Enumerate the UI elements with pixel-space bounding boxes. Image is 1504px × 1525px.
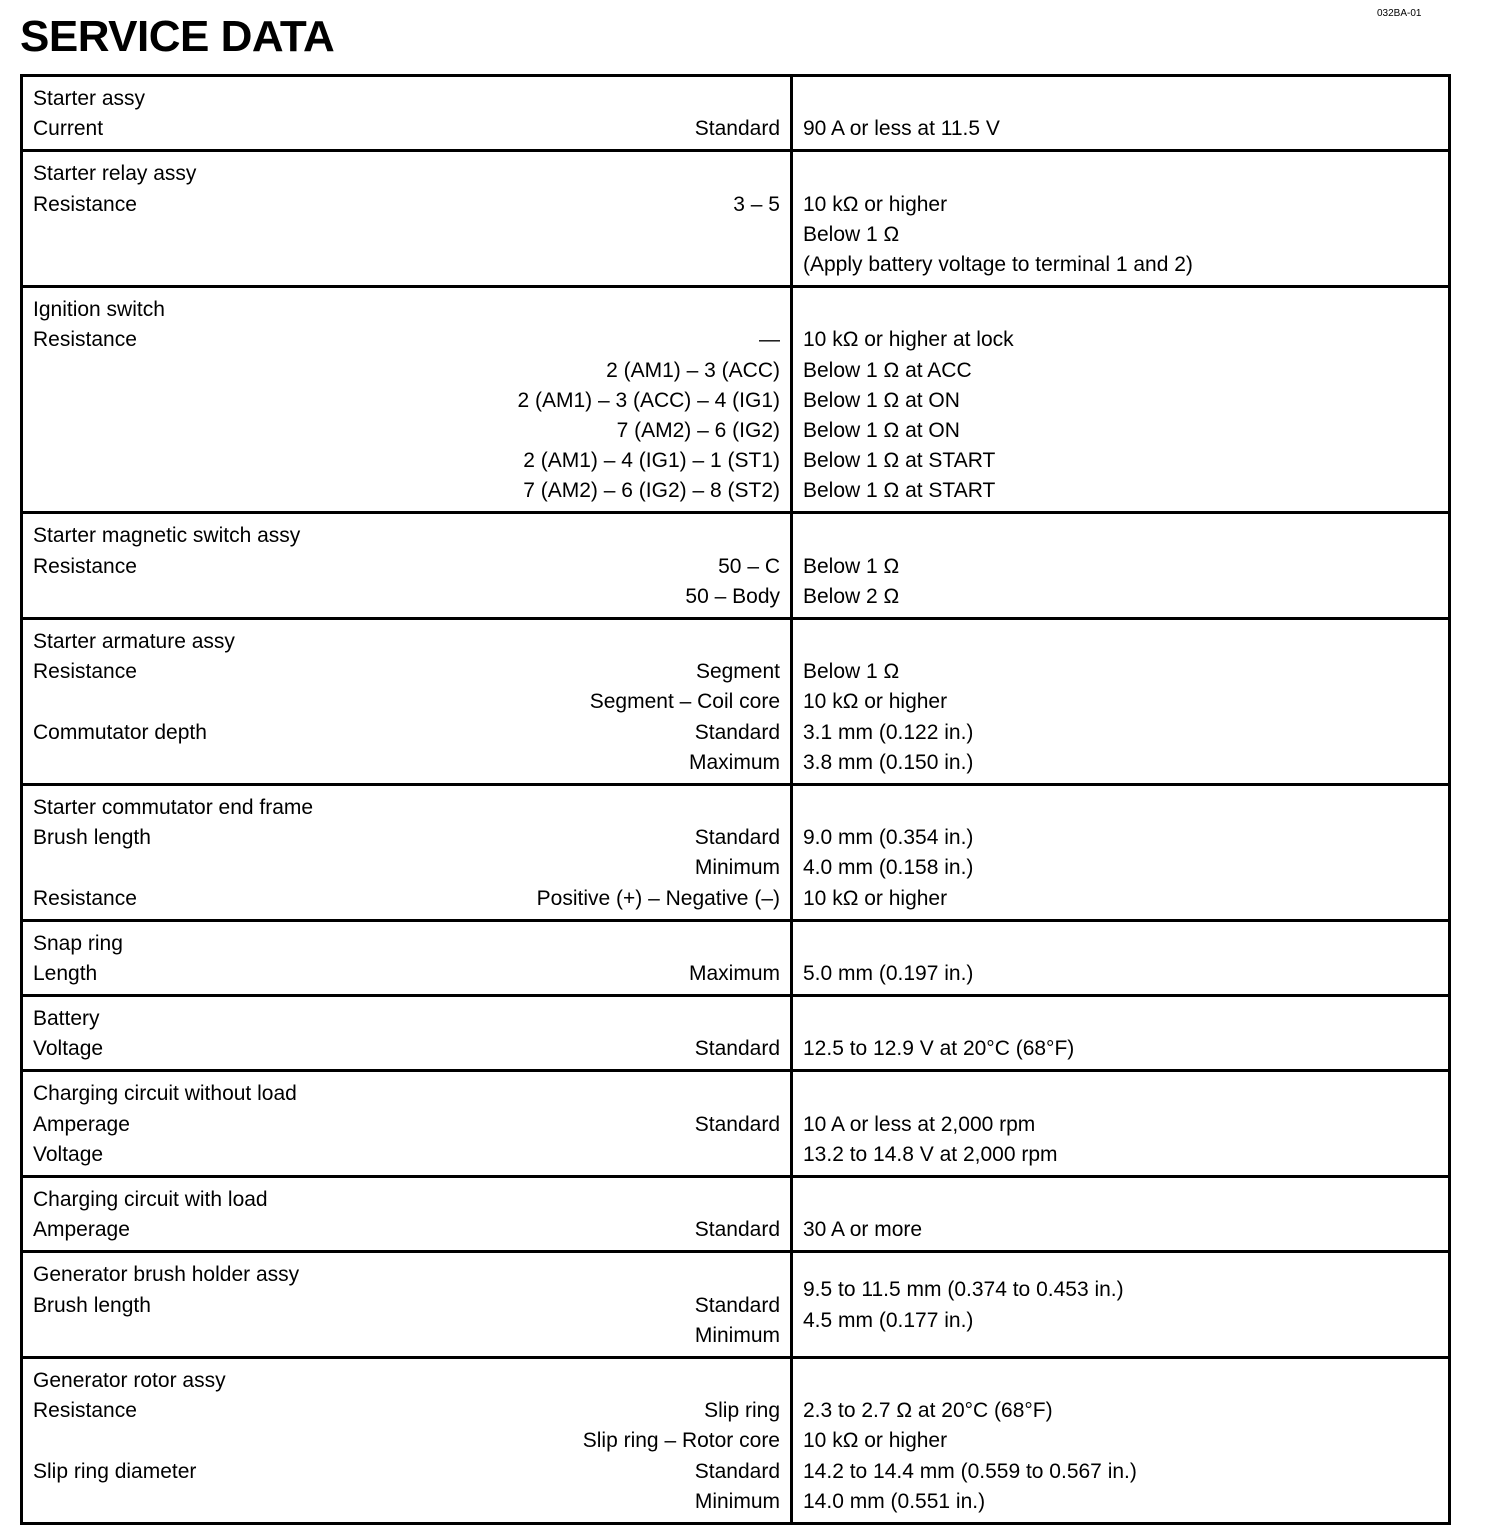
spec-value: (Apply battery voltage to terminal 1 and 2) [803,252,1193,276]
item-label: Length [33,961,98,985]
section-item-cell [22,996,792,1071]
spec-condition: Standard [694,826,780,850]
spec-line [33,1396,780,1426]
spec-line [33,325,780,355]
spec-line [33,190,780,220]
value-spacer [803,929,1438,959]
item-label: Brush length [33,826,151,850]
spec-value: Below 1 Ω at ON [803,418,960,442]
spec-value: 13.2 to 14.8 V at 2,000 rpm [803,1142,1058,1166]
section-value-cell [792,920,1450,995]
spec-condition: 50 – Body [685,584,780,608]
item-label: Resistance [33,192,137,216]
section-value-cell [792,151,1450,287]
section-heading [33,84,780,114]
spec-line [33,718,780,748]
section-value-cell [792,996,1450,1071]
section-value-cell [792,287,1450,513]
value-spacer [803,521,1438,551]
spec-line [33,657,780,687]
spec-condition: 7 (AM2) – 6 (IG2) – 8 (ST2) [523,479,780,503]
page-title: SERVICE DATA [20,12,335,61]
spec-line [33,386,780,416]
spec-value: Below 1 Ω at ACC [803,358,972,382]
spec-line [33,446,780,476]
spec-value: 9.5 to 11.5 mm (0.374 to 0.453 in.) [803,1278,1124,1302]
section-heading [33,1366,780,1396]
value-spacer [803,159,1438,189]
spec-condition: Minimum [694,856,780,880]
spec-value: 10 kΩ or higher at lock [803,328,1014,352]
spec-value: Below 2 Ω [803,584,900,608]
spec-value: 12.5 to 12.9 V at 20°C (68°F) [803,1037,1075,1061]
spec-condition: Positive (+) – Negative (–) [536,886,780,910]
spec-condition: Standard [694,1459,780,1483]
spec-line [33,853,780,883]
section-row [22,1357,1450,1523]
spec-line [33,220,780,250]
spec-value: Below 1 Ω at START [803,479,996,503]
section-heading [33,521,780,551]
spec-line [33,1110,780,1140]
spec-line [33,1034,780,1064]
section-row [22,619,1450,785]
spec-line [33,476,780,506]
section-heading [33,159,780,189]
spec-value: 4.0 mm (0.158 in.) [803,856,974,880]
section-heading [33,627,780,657]
section-row [22,76,1450,151]
spec-value: 10 kΩ or higher [803,690,948,714]
spec-line [33,416,780,446]
section-item-cell [22,76,792,151]
section-item-cell [22,287,792,513]
item-label: Resistance [33,886,137,910]
spec-line [33,748,780,778]
spec-value: Below 1 Ω [803,554,900,578]
item-label: Commutator depth [33,720,207,744]
section-heading [33,295,780,325]
section-item-cell [22,619,792,785]
spec-value: 10 kΩ or higher [803,886,948,910]
section-item-cell [22,1252,792,1358]
section-name: Starter magnetic switch assy [33,524,301,548]
spec-value: 4.5 mm (0.177 in.) [803,1308,974,1332]
spec-condition: Segment – Coil core [589,690,780,714]
spec-condition: 3 – 5 [733,192,780,216]
section-value-cell [792,513,1450,619]
section-name: Generator brush holder assy [33,1263,300,1287]
spec-value: 14.2 to 14.4 mm (0.559 to 0.567 in.) [803,1459,1137,1483]
section-row [22,1252,1450,1358]
spec-line [33,552,780,582]
value-spacer [803,1079,1438,1109]
spec-condition: Standard [694,1218,780,1242]
spec-condition: Slip ring – Rotor core [582,1429,780,1453]
spec-line [33,582,780,612]
spec-line [33,1321,780,1351]
section-name: Starter relay assy [33,162,197,186]
spec-value: 14.0 mm (0.551 in.) [803,1489,986,1513]
spec-value: Below 1 Ω at ON [803,388,960,412]
section-row [22,1071,1450,1177]
spec-value: 3.1 mm (0.122 in.) [803,720,974,744]
spec-line [33,959,780,989]
item-label: Resistance [33,660,137,684]
section-heading [33,929,780,959]
spec-condition: Minimum [694,1489,780,1513]
service-data-table [20,74,1451,1525]
item-label: Resistance [33,554,137,578]
section-heading [33,1079,780,1109]
spec-value: Below 1 Ω [803,660,900,684]
section-value-cell [792,1177,1450,1252]
section-value-cell [792,1357,1450,1523]
item-label: Voltage [33,1037,104,1061]
item-label: Voltage [33,1142,104,1166]
spec-condition: — [759,328,780,352]
section-item-cell [22,1357,792,1523]
spec-line [33,250,780,280]
section-heading [33,1185,780,1215]
spec-condition: 2 (AM1) – 3 (ACC) [606,358,780,382]
section-heading [33,793,780,823]
spec-condition: Segment [695,660,780,684]
value-spacer [803,627,1438,657]
spec-condition: Standard [694,1293,780,1317]
section-row [22,784,1450,920]
section-row [22,513,1450,619]
value-spacer [803,295,1438,325]
spec-line [33,356,780,386]
value-spacer [803,1185,1438,1215]
spec-value: 10 A or less at 2,000 rpm [803,1112,1036,1136]
spec-line [33,884,780,914]
spec-line [33,1457,780,1487]
spec-line [33,823,780,853]
spec-line [33,687,780,717]
spec-value: 9.0 mm (0.354 in.) [803,826,974,850]
value-spacer [803,793,1438,823]
spec-condition: Standard [694,1037,780,1061]
spec-value: Below 1 Ω at START [803,449,996,473]
spec-condition: Maximum [688,750,780,774]
item-label: Current [33,117,104,141]
page-code: 032BA-01 [1377,8,1422,19]
section-item-cell [22,920,792,995]
spec-condition: 2 (AM1) – 3 (ACC) – 4 (IG1) [517,388,780,412]
section-value-cell [792,619,1450,785]
spec-value: 5.0 mm (0.197 in.) [803,961,974,985]
item-label: Brush length [33,1293,151,1317]
spec-condition: Standard [694,720,780,744]
section-row [22,151,1450,287]
section-value-cell [792,784,1450,920]
section-row [22,1177,1450,1252]
section-name: Generator rotor assy [33,1368,226,1392]
value-spacer [803,84,1438,114]
spec-value: 3.8 mm (0.150 in.) [803,750,974,774]
spec-condition: 50 – C [718,554,780,578]
item-label: Resistance [33,1399,137,1423]
spec-line [33,1215,780,1245]
spec-value: Below 1 Ω [803,222,900,246]
spec-line [33,114,780,144]
item-label: Amperage [33,1218,130,1242]
section-item-cell [22,1177,792,1252]
item-label: Resistance [33,328,137,352]
spec-line [33,1291,780,1321]
value-spacer [803,1366,1438,1396]
section-name: Ignition switch [33,298,165,322]
section-name: Snap ring [33,931,123,955]
spec-condition: Slip ring [704,1399,780,1423]
section-item-cell [22,784,792,920]
section-heading [33,1004,780,1034]
spec-condition: Standard [694,117,780,141]
section-row [22,996,1450,1071]
item-label: Amperage [33,1112,130,1136]
section-item-cell [22,151,792,287]
section-value-cell [792,1071,1450,1177]
section-value-cell [792,1252,1450,1358]
spec-line [33,1426,780,1456]
section-item-cell [22,1071,792,1177]
section-name: Starter assy [33,87,146,110]
section-item-cell [22,513,792,619]
spec-value: 10 kΩ or higher [803,192,948,216]
section-row [22,287,1450,513]
value-spacer [803,1004,1438,1034]
section-value-cell [792,76,1450,151]
spec-value: 2.3 to 2.7 Ω at 20°C (68°F) [803,1399,1053,1423]
section-name: Battery [33,1007,100,1031]
section-name: Starter commutator end frame [33,795,314,819]
spec-value: 90 A or less at 11.5 V [803,117,1000,141]
spec-condition: Minimum [694,1323,780,1347]
spec-value: 30 A or more [803,1218,923,1242]
spec-value: 10 kΩ or higher [803,1429,948,1453]
section-row [22,920,1450,995]
section-name: Charging circuit with load [33,1188,268,1211]
spec-condition: Maximum [688,961,780,985]
spec-condition: Standard [694,1112,780,1136]
item-label: Slip ring diameter [33,1459,197,1483]
section-name: Starter armature assy [33,630,235,653]
spec-line [33,1487,780,1517]
spec-condition: 7 (AM2) – 6 (IG2) [616,418,780,442]
spec-line [33,1140,780,1170]
section-heading [33,1260,780,1290]
section-name: Charging circuit without load [33,1082,297,1106]
spec-condition: 2 (AM1) – 4 (IG1) – 1 (ST1) [523,449,780,473]
service-data-body [22,76,1450,1524]
